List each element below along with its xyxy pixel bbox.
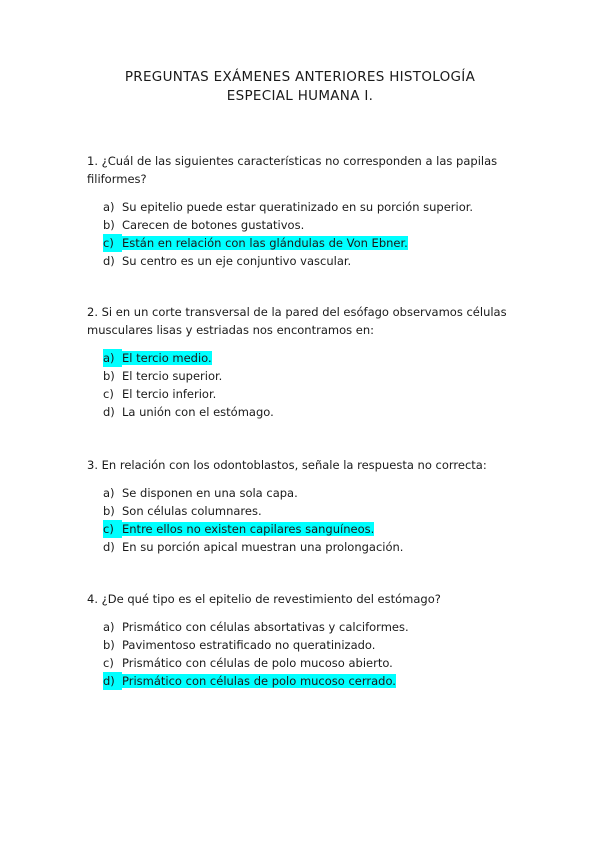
option-a xyxy=(103,618,507,636)
question-text: 1. ¿Cuál de las siguientes características no corresponden a las papilas filiformes? xyxy=(87,154,498,186)
option-b xyxy=(103,216,507,234)
question-4 xyxy=(87,590,507,690)
option-c xyxy=(103,654,507,672)
option-text: El tercio inferior. xyxy=(122,387,217,401)
option-c xyxy=(103,385,507,403)
option-text: La unión con el estómago. xyxy=(122,405,274,419)
option-letter: b) xyxy=(103,504,115,518)
option-a xyxy=(103,198,507,216)
option-d xyxy=(103,252,507,270)
option-b xyxy=(103,367,507,385)
option-text: Su centro es un eje conjuntivo vascular. xyxy=(122,254,352,268)
option-d xyxy=(103,403,507,421)
option-letter: c) xyxy=(103,656,114,670)
option-c xyxy=(103,520,507,538)
title-line-2: ESPECIAL HUMANA I. xyxy=(226,88,374,104)
question-1 xyxy=(87,152,507,270)
option-a xyxy=(103,349,507,367)
option-text: Están en relación con las glándulas de Von Ebner. xyxy=(122,236,408,250)
option-letter: b) xyxy=(103,369,115,383)
option-text: Carecen de botones gustativos. xyxy=(122,218,305,232)
option-letter: d) xyxy=(103,405,115,419)
question-2 xyxy=(87,303,507,421)
option-list xyxy=(87,349,507,421)
option-letter: b) xyxy=(103,218,115,232)
option-c xyxy=(103,234,507,252)
option-letter: d) xyxy=(103,672,122,690)
option-b xyxy=(103,636,507,654)
option-letter: a) xyxy=(103,486,115,500)
option-text: El tercio superior. xyxy=(122,369,223,383)
option-text: Prismático con células de polo mucoso cerrado. xyxy=(122,674,396,688)
option-letter: a) xyxy=(103,349,122,367)
document-title xyxy=(0,68,600,106)
question-text: 3. En relación con los odontoblastos, señale la respuesta no correcta: xyxy=(87,458,487,472)
option-list xyxy=(87,484,507,556)
option-text: El tercio medio. xyxy=(122,351,212,365)
option-b xyxy=(103,502,507,520)
option-text: Se disponen en una sola capa. xyxy=(122,486,298,500)
option-letter: c) xyxy=(103,520,122,538)
option-text: Entre ellos no existen capilares sanguíneos. xyxy=(122,522,375,536)
option-text: Pavimentoso estratificado no queratinizado. xyxy=(122,638,376,652)
option-d xyxy=(103,672,507,690)
option-text: Prismático con células absortativas y calciformes. xyxy=(122,620,409,634)
option-letter: b) xyxy=(103,638,115,652)
option-text: Su epitelio puede estar queratinizado en su porción superior. xyxy=(122,200,474,214)
question-text: 4. ¿De qué tipo es el epitelio de revestimiento del estómago? xyxy=(87,592,441,606)
option-letter: d) xyxy=(103,540,115,554)
option-letter: a) xyxy=(103,200,115,214)
question-3 xyxy=(87,456,507,556)
option-list xyxy=(87,618,507,690)
option-text: En su porción apical muestran una prolongación. xyxy=(122,540,404,554)
option-text: Prismático con células de polo mucoso abierto. xyxy=(122,656,393,670)
question-text: 2. Si en un corte transversal de la pared del esófago observamos células musculares lisas y estriadas nos encontramos en: xyxy=(87,305,507,337)
option-text: Son células columnares. xyxy=(122,504,262,518)
option-a xyxy=(103,484,507,502)
option-letter: c) xyxy=(103,234,122,252)
option-letter: d) xyxy=(103,254,115,268)
option-letter: c) xyxy=(103,387,114,401)
option-list xyxy=(87,198,507,270)
option-d xyxy=(103,538,507,556)
title-line-1: PREGUNTAS EXÁMENES ANTERIORES HISTOLOGÍA xyxy=(124,69,476,85)
option-letter: a) xyxy=(103,620,115,634)
